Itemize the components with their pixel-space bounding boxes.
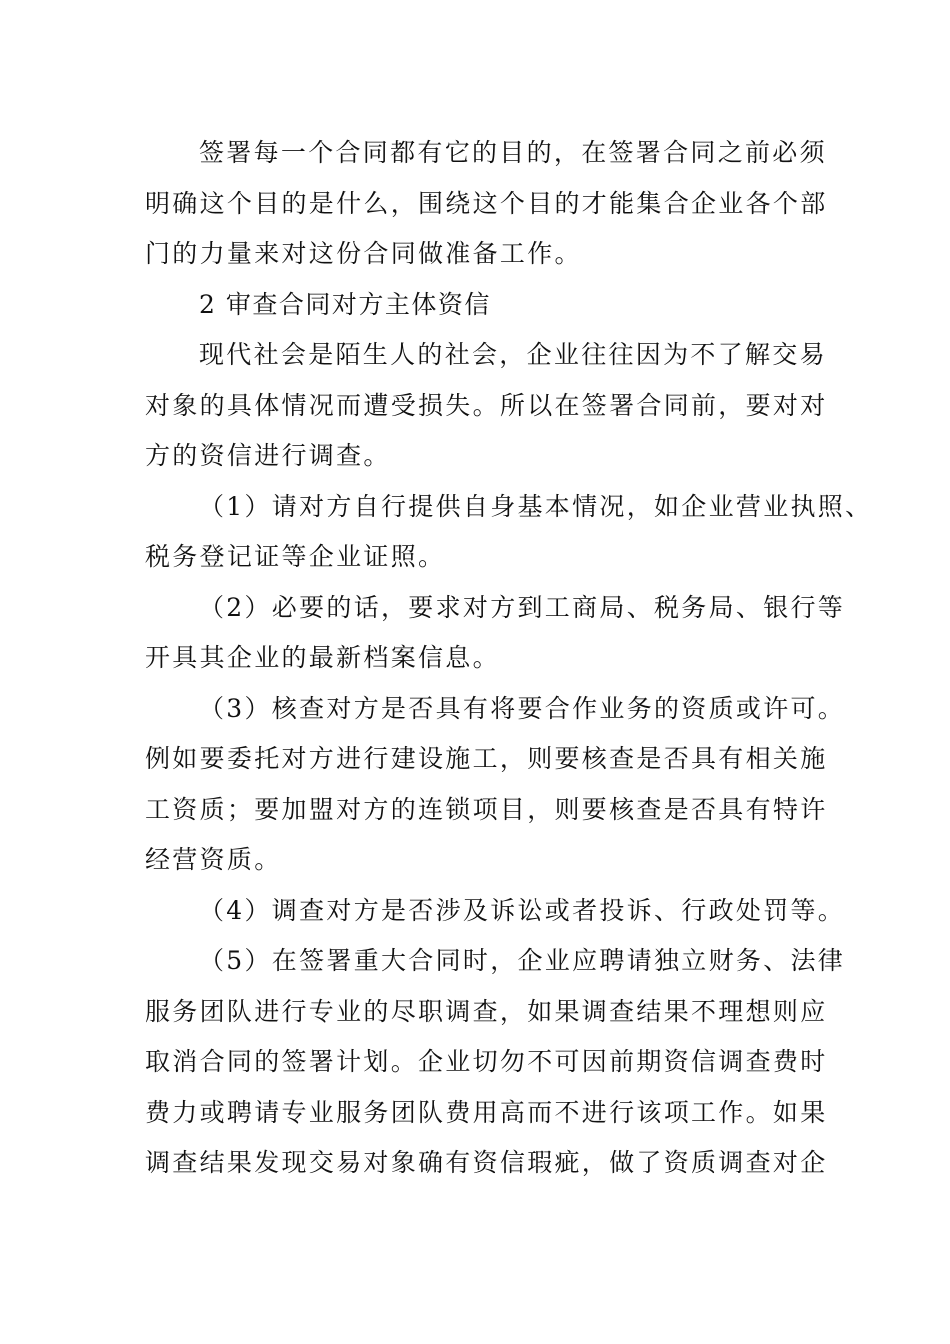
list-item-line: 取消合同的签署计划。企业切勿不可因前期资信调查费时 [145,1047,828,1076]
list-item-line: 服务团队进行专业的尽职调查，如果调查结果不理想则应 [145,996,828,1026]
list-item-line: 调查结果发现交易对象确有资信瑕疵，做了资质调查对企 [145,1148,828,1177]
paragraph-line: 明确这个目的是什么，围绕这个目的才能集合企业各个部 [145,188,828,218]
list-item-line: 税务登记证等企业证照。 [145,542,446,571]
list-item-line: （5）在签署重大合同时，企业应聘请独立财务、法律 [199,946,846,975]
paragraph-line: 门的力量来对这份合同做准备工作。 [145,239,582,268]
list-item-line: 开具其企业的最新档案信息。 [145,643,500,672]
paragraph-line: 现代社会是陌生人的社会，企业往往因为不了解交易 [199,340,827,369]
list-item-line: （3）核查对方是否具有将要合作业务的资质或许可。 [199,693,846,723]
paragraph-line: 签署每一个合同都有它的目的，在签署合同之前必须 [199,138,827,167]
paragraph-line: 方的资信进行调查。 [145,441,391,470]
list-item-line: 费力或聘请专业服务团队费用高而不进行该项工作。如果 [145,1097,828,1127]
list-item-line: 例如要委托对方进行建设施工，则要核查是否具有相关施 [145,744,828,773]
list-item-line: （1）请对方自行提供自身基本情况，如企业营业执照、 [199,491,873,521]
list-item-line: （2）必要的话，要求对方到工商局、税务局、银行等 [199,592,846,622]
list-item-line: （4）调查对方是否涉及诉讼或者投诉、行政处罚等。 [199,895,846,925]
list-item-line: 经营资质。 [145,845,282,874]
section-heading: 2 审查合同对方主体资信 [199,289,491,319]
document-body [145,128,873,1189]
paragraph-line: 对象的具体情况而遭受损失。所以在签署合同前，要对对 [145,390,828,420]
list-item-line: 工资质；要加盟对方的连锁项目，则要核查是否具有特许 [145,794,828,824]
